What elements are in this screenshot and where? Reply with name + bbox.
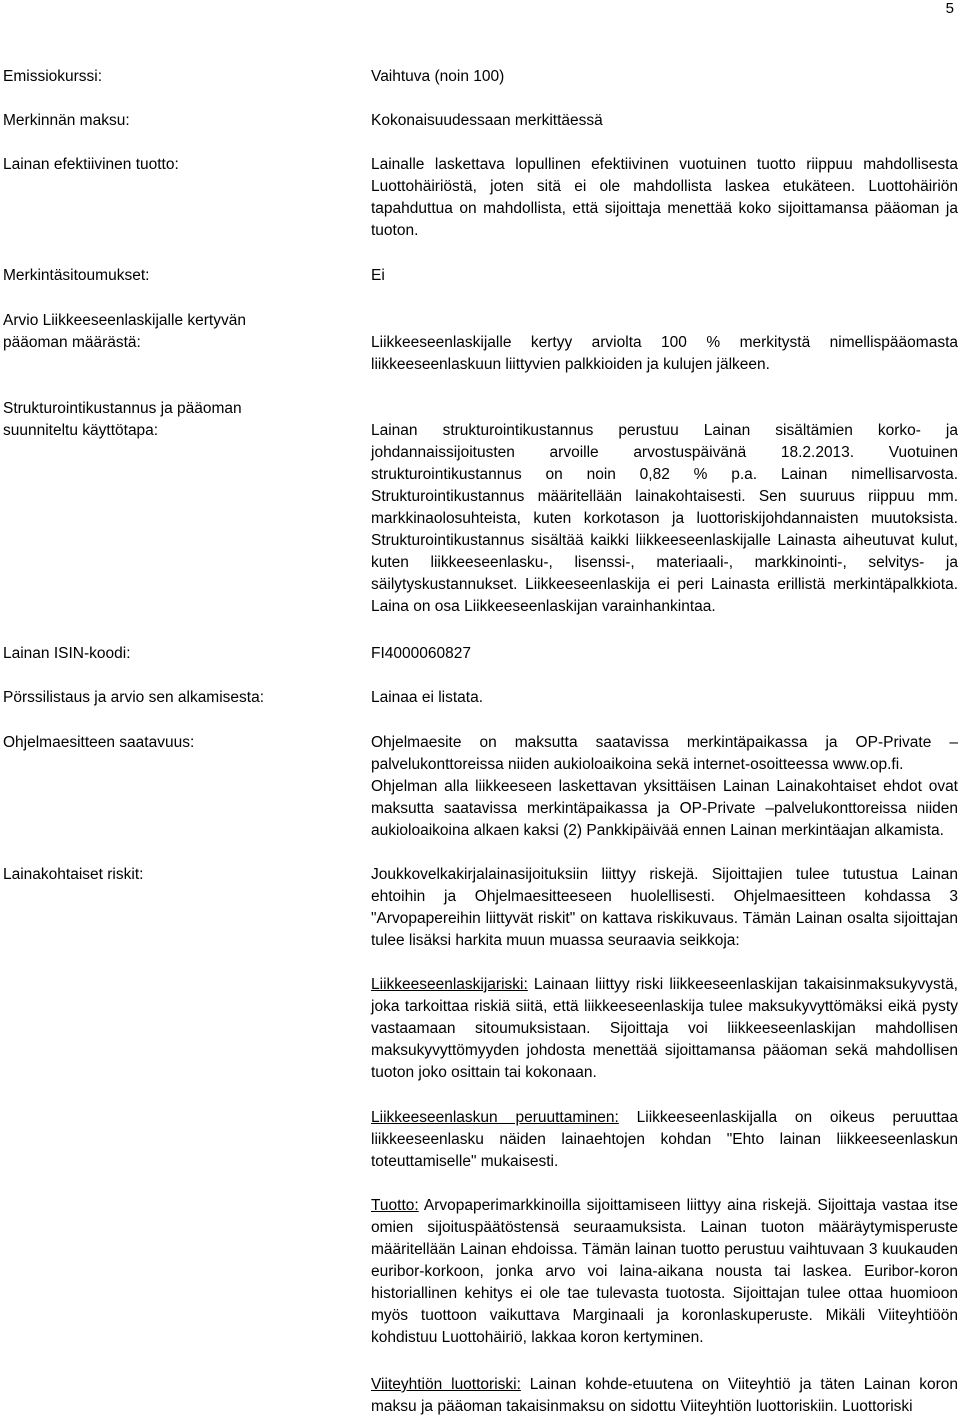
risk-issuer-text: Lainaan liittyy riski liikkeeseenlaskijan takaisinmaksukyvystä, joka tarkoittaa riskiä siitä, että liikkeeseenlaskija tulee maksukyvyttömäksi eikä pysty vastaamaan sitoumuksistaan. Sijoittaja voi liikkeeseenlaskijan mahdollisen maksukyvyttömyyden johdosta menettää sijoittamansa pääoman sekä mahdollisen tuoton joko osittain tai kokonaan. [371, 976, 958, 1081]
label-principal-estimate-line2: pääoman määrästä: [3, 334, 141, 351]
page-number: 5 [945, 0, 954, 17]
label-structuring-cost-line1: Strukturointikustannus ja pääoman [3, 400, 242, 417]
label-structuring-cost-line2: suunniteltu käyttötapa: [3, 422, 159, 439]
label-listing: Pörssilistaus ja arvio sen alkamisesta: [3, 689, 265, 706]
label-subscription-payment: Merkinnän maksu: [3, 112, 130, 129]
label-loan-risks: Lainakohtaiset riskit: [3, 866, 144, 883]
value-principal-estimate: Liikkeeseenlaskijalle kertyy arviolta 100 % merkitystä nimellispääomasta liikkeeseenlaskuun liittyvien palkkioiden ja kulujen jälkeen. [371, 334, 958, 373]
value-subscription-payment: Kokonaisuudessaan merkittäessä [371, 112, 603, 129]
label-prospectus-availability: Ohjelmaesitteen saatavuus: [3, 734, 195, 751]
label-principal-estimate-line1: Arvio Liikkeeseenlaskijalle kertyvän [3, 312, 246, 329]
risk-issuer-title: Liikkeeseenlaskijariski: [371, 976, 528, 993]
value-prospectus-availability [371, 732, 958, 842]
label-subscription-commitments: Merkintäsitoumukset: [3, 267, 150, 284]
prospectus-paragraph-1: Ohjelmaesite on maksutta saatavissa merkintäpaikassa ja OP-Private –palvelukonttoreissa niiden aukioloaikoina sekä internet-osoitteessa www.op.fi. [371, 734, 958, 773]
prospectus-paragraph-2: Ohjelman alla liikkeeseen laskettavan yksittäisen Lainan Lainakohtaiset ehdot ovat maksutta saatavissa merkintäpaikassa ja OP-Private –palvelukonttoreissa niiden aukioloaikoina alkaen kaksi (2) Pankkipäivää ennen Lainan merkintäajan alkamista. [371, 778, 958, 839]
label-isin-code: Lainan ISIN-koodi: [3, 645, 131, 662]
value-emission-price: Vaihtuva (noin 100) [371, 68, 505, 85]
risk-yield-text: Arvopaperimarkkinoilla sijoittamiseen liittyy aina riskejä. Sijoittaja vastaa itse omien sijoituspäätöstensä seuraamuksista. Lainan tuoton määräytymisperuste määritellään Lainan ehdoissa. Tämän lainan tuotto perustuu vaihtuvaan 3 kuukauden euribor-korkoon, jonka arvo voi laina-aikana nousta tai laskea. Euribor-koron historiallinen kehitys ei ole tae tulevasta tuotosta. Sijoittajan tulee ottaa huomioon myös tuottoon vaikuttava Marginaali ja koronlaskuperuste. Mikäli Viiteyhtiöön kohdistuu Luottohäiriö, lakkaa koron kertyminen. [371, 1197, 958, 1346]
risk-yield-title: Tuotto: [371, 1197, 419, 1214]
value-isin-code: FI4000060827 [371, 645, 471, 662]
value-subscription-commitments: Ei [371, 267, 385, 284]
value-loan-risks: Joukkovelkakirjalainasijoituksiin liittyy riskejä. Sijoittajien tulee tutustua Lainan ehtoihin ja Ohjelmaesitteeseen huolellisesti. Ohjelmaesitteen kohdassa 3 "Arvopapereihin liittyvät riskit" on kattava riskikuvaus. Tämän Lainan osalta sijoittajan tulee lisäksi harkita muun muassa seuraavia seikkoja: [371, 866, 958, 949]
label-principal-estimate [3, 310, 363, 354]
risk-cancellation-text: Liikkeeseenlaskijalla on oikeus peruuttaa liikkeeseenlasku näiden lainaehtojen kohdan "Ehto lainan liikkeeseenlaskun toteuttamiselle" mukaisesti. [371, 1109, 958, 1170]
risk-reference-credit-body [371, 1374, 958, 1418]
value-structuring-cost: Lainan strukturointikustannus perustuu Lainan sisältämien korko- ja johdannaissijoitusten arvoille arvostuspäivänä 18.2.2013. Vuotuinen strukturointikustannus on noin 0,82 % p.a. Lainan nimellisarvosta. Strukturointikustannus määritellään lainakohtaisesti. Sen suuruus riippuu mm. markkinaolosuhteista, kuten korkotason ja luottoriskijohdannaisten muutoksista. Strukturointikustannus sisältää kaikki liikkeeseenlaskijalle Lainasta aiheutuvat kulut, kuten liikkeeseenlasku-, lisenssi-, materiaali-, markkinointi-, selvitys- ja säilytyskustannukset. Liikkeeseenlaskija ei peri Lainasta erillistä merkintäpalkkiota. Laina on osa Liikkeeseenlaskijan varainhankintaa. [371, 422, 958, 615]
value-effective-yield: Lainalle laskettava lopullinen efektiivinen vuotuinen tuotto riippuu mahdollisesta Luottohäiriöstä, joten sitä ei ole mahdollista laskea etukäteen. Luottohäiriön tapahduttua on mahdollista, että sijoittaja menettää koko sijoittamansa pääoman ja tuoton. [371, 156, 958, 239]
value-listing: Lainaa ei listata. [371, 689, 484, 706]
risk-reference-credit-text: Lainan kohde-etuutena on Viiteyhtiö ja täten Lainan koron maksu ja pääoman takaisinmaksu on sidottu Viiteyhtiön luottoriskiin. Luottoriski [371, 1376, 959, 1415]
risk-cancellation-body [371, 1107, 958, 1173]
label-structuring-cost [3, 398, 363, 442]
label-emission-price: Emissiokurssi: [3, 68, 103, 85]
risk-issuer-body [371, 974, 958, 1084]
risk-cancellation-title: Liikkeeseenlaskun peruuttaminen: [371, 1109, 619, 1126]
risk-yield-body [371, 1195, 958, 1349]
risk-reference-credit-title: Viiteyhtiön luottoriski: [371, 1376, 521, 1393]
label-effective-yield: Lainan efektiivinen tuotto: [3, 156, 179, 173]
